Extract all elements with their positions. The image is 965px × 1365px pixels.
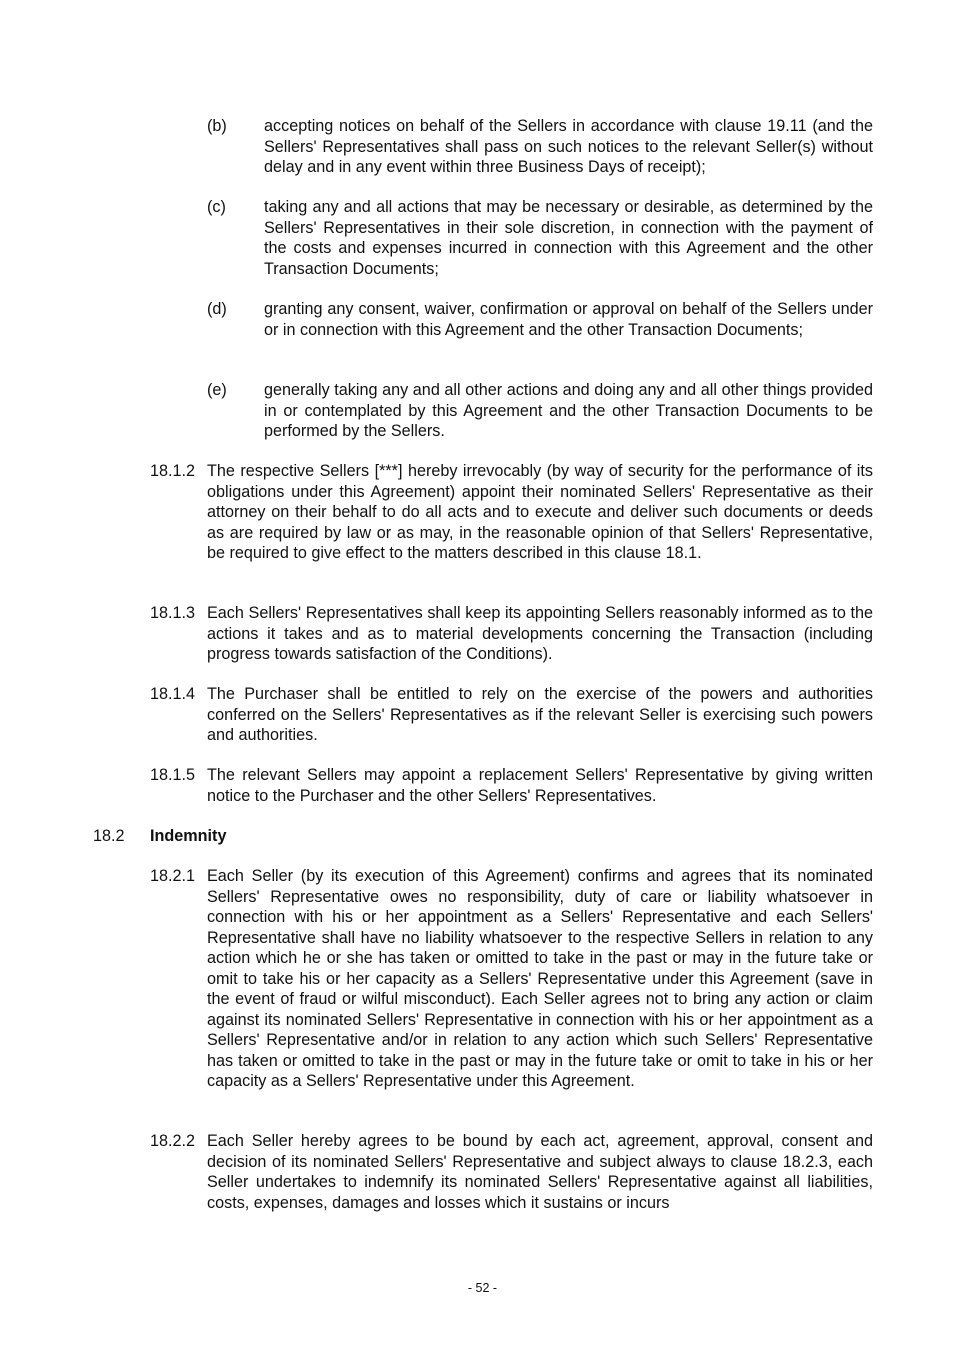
section-number: 18.2 (93, 827, 125, 845)
list-item-label: (c) (207, 198, 226, 216)
clause-text: The Purchaser shall be entitled to rely on the exercise of the powers and authorities conferred on the Sellers' Representatives as if the relevant Seller is exercising such powers and authorities. (207, 685, 873, 744)
clause-number: 18.1.5 (150, 766, 196, 784)
clause-text: The relevant Sellers may appoint a replacement Sellers' Representative by giving written notice to the Purchaser and the other Sellers' Representatives. (207, 766, 873, 805)
list-item-text: accepting notices on behalf of the Sellers in accordance with clause 19.11 (and the Sellers' Representatives shall pass on such notices to the relevant Seller(s) without delay and in any event within three Business Days of receipt); (264, 117, 873, 176)
clause-number: 18.1.2 (150, 462, 196, 480)
list-item-text: granting any consent, waiver, confirmation or approval on behalf of the Sellers under or in connection with this Agreement and the other Transaction Documents; (264, 300, 873, 339)
page-number: - 52 - (467, 1281, 498, 1295)
clause-text: The respective Sellers [***] hereby irrevocably (by way of security for the performance of its obligations under this Agreement) appoint their nominated Sellers' Representative as their attorney on their behalf to do all acts and to execute and deliver such documents or deeds as are required by law or as may, in the reasonable opinion of that Sellers' Representative, be required to give effect to the matters described in this clause 18.1. (207, 462, 873, 562)
clause-number: 18.1.3 (150, 604, 196, 622)
list-item-label: (d) (207, 300, 227, 318)
clause-text: Each Seller hereby agrees to be bound by each act, agreement, approval, consent and decision of its nominated Sellers' Representative and subject always to clause 18.2.3, each Seller undertakes to indemnify its nominated Sellers' Representative against all liabilities, costs, expenses, damages and losses which it sustains or incurs (207, 1132, 873, 1212)
clause-number: 18.1.4 (150, 685, 196, 703)
clause-number: 18.2.1 (150, 867, 196, 885)
clause-number: 18.2.2 (150, 1132, 196, 1150)
list-item-label: (e) (207, 381, 227, 399)
list-item-label: (b) (207, 117, 227, 135)
list-item-text: generally taking any and all other actions and doing any and all other things provided in or contemplated by this Agreement and the other Transaction Documents to be performed by the Sellers. (264, 381, 873, 440)
clause-text: Each Seller (by its execution of this Agreement) confirms and agrees that its nominated Sellers' Representative owes no responsibility, duty of care or liability whatsoever in connection with his or her appointment as a Sellers' Representative and each Sellers' Representative shall have no liability whatsoever to the respective Sellers in relation to any action which he or she has taken or omitted to take in the past or may in the future take or omit to take his or her capacity as a Sellers' Representative under this Agreement (save in the event of fraud or wilful misconduct). Each Seller agrees not to bring any action or claim against its nominated Sellers' Representative in connection with his or her appointment as a Sellers' Representative and/or in relation to any action which such Sellers' Representative has taken or omitted to take in the past or may in the future take or omit to take in his or her capacity as a Sellers' Representative under this Agreement. (207, 867, 873, 1090)
list-item-text: taking any and all actions that may be necessary or desirable, as determined by the Sellers' Representatives in their sole discretion, in connection with the payment of the costs and expenses incurred in connection with this Agreement and the other Transaction Documents; (264, 198, 873, 278)
section-heading: Indemnity (150, 827, 227, 845)
clause-text: Each Sellers' Representatives shall keep its appointing Sellers reasonably informed as to the actions it takes and as to material developments concerning the Transaction (including progress towards satisfaction of the Conditions). (207, 604, 873, 663)
